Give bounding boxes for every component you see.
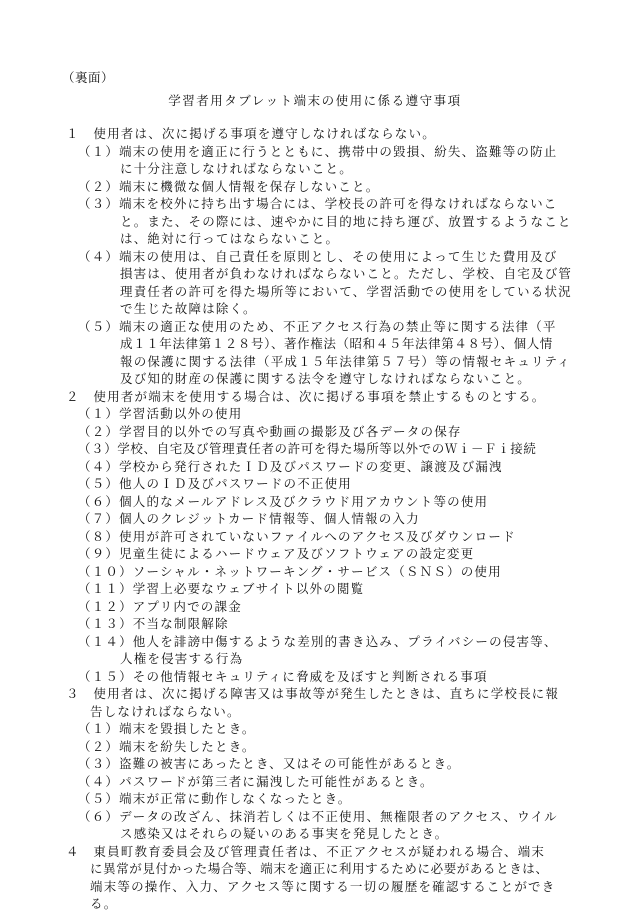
section-2-heading: ２ 使用者が端末を使用する場合は、次に掲げる事項を禁止するものとする。 bbox=[66, 388, 546, 404]
section-1-item-line: と。また、その際には、速やかに目的地に持ち運び、放置するようなこと bbox=[120, 213, 572, 229]
section-4-line: 端末等の操作、入力、アクセス等に関する一切の履歴を確認することができ bbox=[90, 878, 556, 894]
section-2-item: （９）児童生徒によるハードウェア及びソフトウェアの設定変更 bbox=[78, 546, 475, 561]
section-2-item: 人権を侵害する行為 bbox=[120, 651, 244, 666]
section-1-heading: １ 使用者は、次に掲げる事項を遵守しなければならない。 bbox=[66, 126, 436, 141]
section-2-item: （１１）学習上必要なウェブサイト以外の閲覧 bbox=[78, 581, 365, 596]
section-1-item-line: （５）端末の適正な使用のため、不正アクセス行為の禁止等に関する法律（平 bbox=[78, 318, 557, 334]
section-3-item: （２）端末を紛失したとき。 bbox=[78, 738, 256, 754]
section-3-heading-cont: 告しなければならない。 bbox=[90, 703, 241, 719]
document-title: 学習者用タブレット端末の使用に係る遵守事項 bbox=[168, 93, 462, 108]
section-4-heading: ４ 東員町教育委員会及び管理責任者は、不正アクセスが疑われる場合、端末 bbox=[66, 843, 546, 859]
section-3-item: （４）パスワードが第三者に漏洩した可能性があるとき。 bbox=[78, 773, 434, 789]
section-2-item: （１）学習活動以外の使用 bbox=[78, 406, 243, 421]
section-2-item: （７）個人のクレジットカード情報等、個人情報の入力 bbox=[78, 511, 420, 526]
section-2-item: （８）使用が許可されていないファイルへのアクセス及びダウンロード bbox=[78, 528, 516, 544]
section-3-item: （５）端末が正常に動作しなくなったとき。 bbox=[78, 791, 352, 806]
section-1-item-line: 成１１年法律第１２８号）、著作権法（昭和４５年法律第４８号）、個人情 bbox=[120, 336, 553, 351]
section-2-item: （１０）ソーシャル・ネットワーキング・サービス（ＳＮＳ）の使用 bbox=[78, 563, 502, 579]
section-3-item: （６）データの改ざん、抹消若しくは不正使用、無権限者のアクセス、ウイル bbox=[78, 808, 558, 824]
section-2-item: （５）他人のＩＤ及びパスワードの不正使用 bbox=[78, 476, 353, 491]
section-1-item-line: に十分注意しなければならないこと。 bbox=[120, 161, 353, 176]
section-1-item-line: 報の保護に関する法律（平成１５年法律第５７号）等の情報セキュリティ bbox=[120, 353, 571, 369]
section-4-line: る。 bbox=[90, 896, 118, 911]
section-2-item: （１４）他人を誹謗中傷するような差別的書き込み、プライバシーの侵害等、 bbox=[78, 633, 558, 649]
section-2-item: （１５）その他情報セキュリティに脅威を及ぼすと判断される事項 bbox=[78, 668, 488, 684]
section-3-heading: ３ 使用者は、次に掲げる障害又は事故等が発生したときは、直ちに学校長に報 bbox=[66, 686, 560, 701]
section-1-item-line: （２）端末に機微な個人情報を保存しないこと。 bbox=[78, 178, 380, 194]
section-2-item: （１３）不当な制限解除 bbox=[78, 616, 229, 631]
section-1-item-line: 理責任者の許可を得た場所等において、学習活動での使用をしている状況 bbox=[120, 283, 572, 299]
section-3-item: （１）端末を毀損したとき。 bbox=[78, 721, 256, 736]
section-1-item-line: 損害は、使用者が負わなければならないこと。ただし、学校、自宅及び管 bbox=[120, 266, 573, 281]
section-1-item-line: （１）端末の使用を適正に行うとともに、携帯中の毀損、紛失、盗難等の防止 bbox=[78, 143, 558, 159]
page-side-label: （裏面） bbox=[62, 70, 115, 85]
section-4-line: に異常が見付かった場合等、端末を適正に利用するために必要があるときは、 bbox=[90, 861, 549, 876]
section-1-item-line: （３）端末を校外に持ち出す場合には、学校長の許可を得なければならないこ bbox=[78, 196, 558, 211]
section-1-item-line: 及び知的財産の保護に関する法令を遵守しなければならないこと。 bbox=[120, 371, 532, 386]
section-1-item-line: で生じた故障は除く。 bbox=[120, 301, 257, 316]
section-1-item-line: は、絶対に行ってはならないこと。 bbox=[120, 231, 340, 246]
section-2-item: （１２）アプリ内での課金 bbox=[78, 598, 242, 614]
section-3-item: （３）盗難の被害にあったとき、又はその可能性があるとき。 bbox=[78, 756, 461, 771]
section-1-item-line: （４）端末の使用は、自己責任を原則とし、その使用によって生じた費用及び bbox=[78, 248, 558, 264]
section-2-item: （２）学習目的以外での写真や動画の撮影及び各データの保存 bbox=[78, 423, 462, 439]
section-3-item: ス感染又はそれらの疑いのある事実を発見したとき。 bbox=[120, 826, 449, 841]
section-2-item: （６）個人的なメールアドレス及びクラウド用アカウント等の使用 bbox=[78, 493, 489, 509]
section-2-item: （３）学校、自宅及び管理責任者の許可を得た場所等以外でのＷｉ－Ｆｉ接続 bbox=[78, 441, 537, 456]
section-2-item: （４）学校から発行されたＩＤ及びパスワードの変更、譲渡及び漏洩 bbox=[78, 458, 503, 474]
